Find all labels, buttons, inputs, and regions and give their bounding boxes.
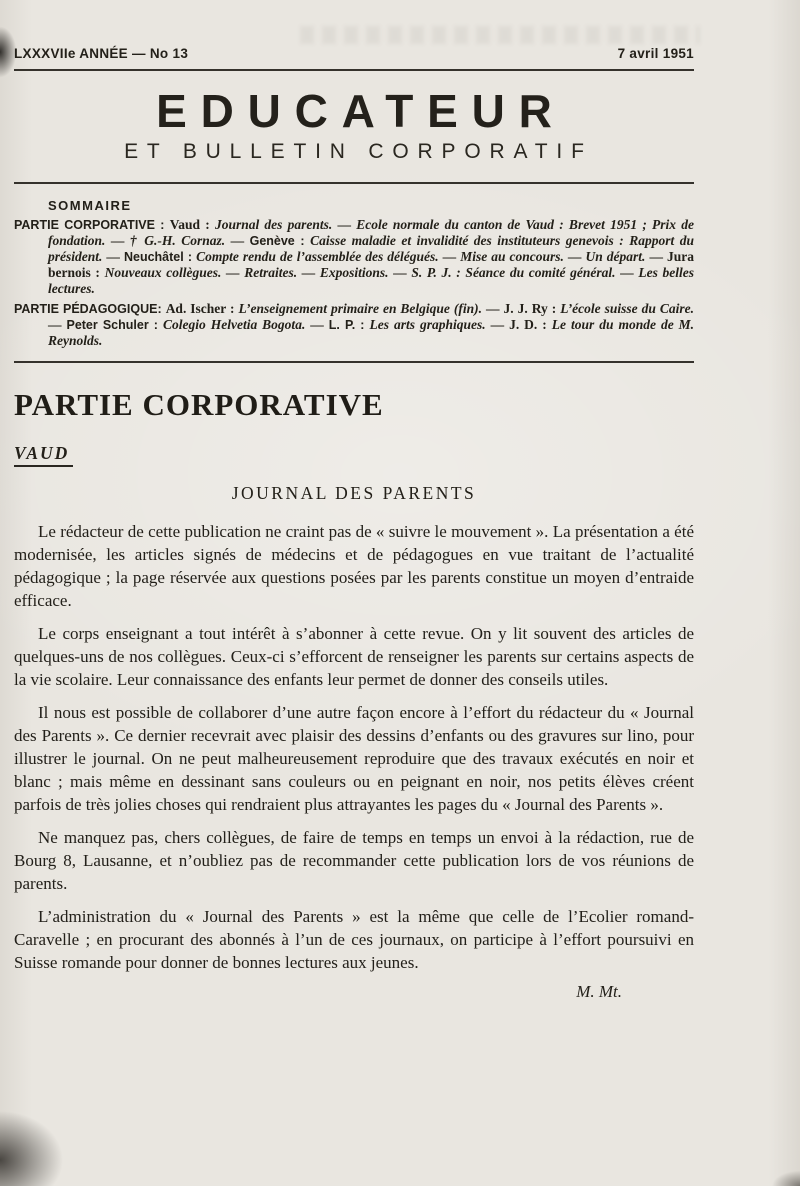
sommaire-entry-pedagogique: PARTIE PÉDAGOGIQUE: Ad. Ischer : L’enseignement primaire en Belgique (fin). — J. J. Ry : L’école suisse du Caire. — Peter Schuler : Colegio Helvetia Bogota. — L. P. : Les arts graphiques. — J. D. : Le tour du monde de M. Reynolds.	[14, 301, 695, 349]
article-paragraph: Il nous est possible de collaborer d’une autre façon encore à l’effort du rédacteur du « Journal des Parents ». Ce dernier recevrait avec plaisir des dessins d’enfants ou des gravures sur lino, pour illustrer le journal. On ne peut malheureusement reproduire que des travaux exécutés en noir et blanc ; mais même en dessinant sans couleurs ou en peignant en noir, nos petits élèves créent parfois de très jolies choses qui rendraient plus attrayantes les pages du « Journal des Parents ».	[14, 703, 694, 815]
section-heading: PARTIE CORPORATIVE	[14, 387, 384, 423]
masthead-issue: LXXXVIIe ANNÉE — No 13	[14, 46, 189, 61]
divider-under-title	[14, 182, 694, 184]
divider-under-sommaire	[14, 361, 694, 363]
article-paragraph: Ne manquez pas, chers collègues, de faire de temps en temps un envoi à la rédaction, rue de Bourg 8, Lausanne, et n’oubliez pas de recommander cette publication lors de vos réunions de parents.	[14, 828, 694, 894]
masthead-date: 7 avril 1951	[617, 46, 694, 61]
divider-top	[14, 69, 694, 71]
article-signature: M. Mt.	[576, 982, 622, 1002]
sommaire-entry-corporative: PARTIE CORPORATIVE : Vaud : Journal des parents. — Ecole normale du canton de Vaud : Brevet 1951 ; Prix de fondation. — † G.-H. Cornaz. — Genève : Caisse maladie et invalidité des instituteurs genevois : Rapport du président. — Neuchâtel : Compte rendu de l’assemblée des délégués. — Mise au concours. — Un départ. — Jura bernois : Nouveaux collègues. — Retraites. — Expositions. — S. P. J. : Séance du comité général. — Les belles lectures.	[14, 217, 695, 297]
article-paragraph: Le corps enseignant a tout intérêt à s’abonner à cette revue. On y lit souvent des articles de quelques-uns de nos collègues. Ceux-ci s’efforcent de renseigner les parents sur certains aspects de la vie scolaire. Leur connaissance des enfants leur permet de donner des conseils utiles.	[14, 624, 694, 690]
page-content	[14, 0, 694, 1002]
journal-title: EDUCATEUR	[156, 85, 566, 137]
journal-subtitle: ET BULLETIN CORPORATIF	[124, 140, 593, 164]
region-heading: VAUD	[14, 443, 73, 467]
article-paragraph: L’administration du « Journal des Parents » est la même que celle de l’Ecolier romand-Caravelle ; en procurant des abonnés à l’un de ces journaux, on participe à l’effort poursuivi en Suisse romande pour donner de bonnes lectures aux jeunes.	[14, 907, 694, 973]
article-title: JOURNAL DES PARENTS	[231, 483, 477, 504]
masthead	[14, 46, 694, 61]
sommaire-heading: SOMMAIRE	[48, 198, 132, 214]
region-heading-wrap	[14, 423, 694, 467]
article-paragraph: Le rédacteur de cette publication ne craint pas de « suivre le mouvement ». La présentation a été modernisée, les articles signés de médecins et de pédagogues en vue traitant de l’actualité pédagogique ; la page réservée aux questions posées par les parents constitue un moyen d’entraide efficace.	[14, 522, 694, 611]
